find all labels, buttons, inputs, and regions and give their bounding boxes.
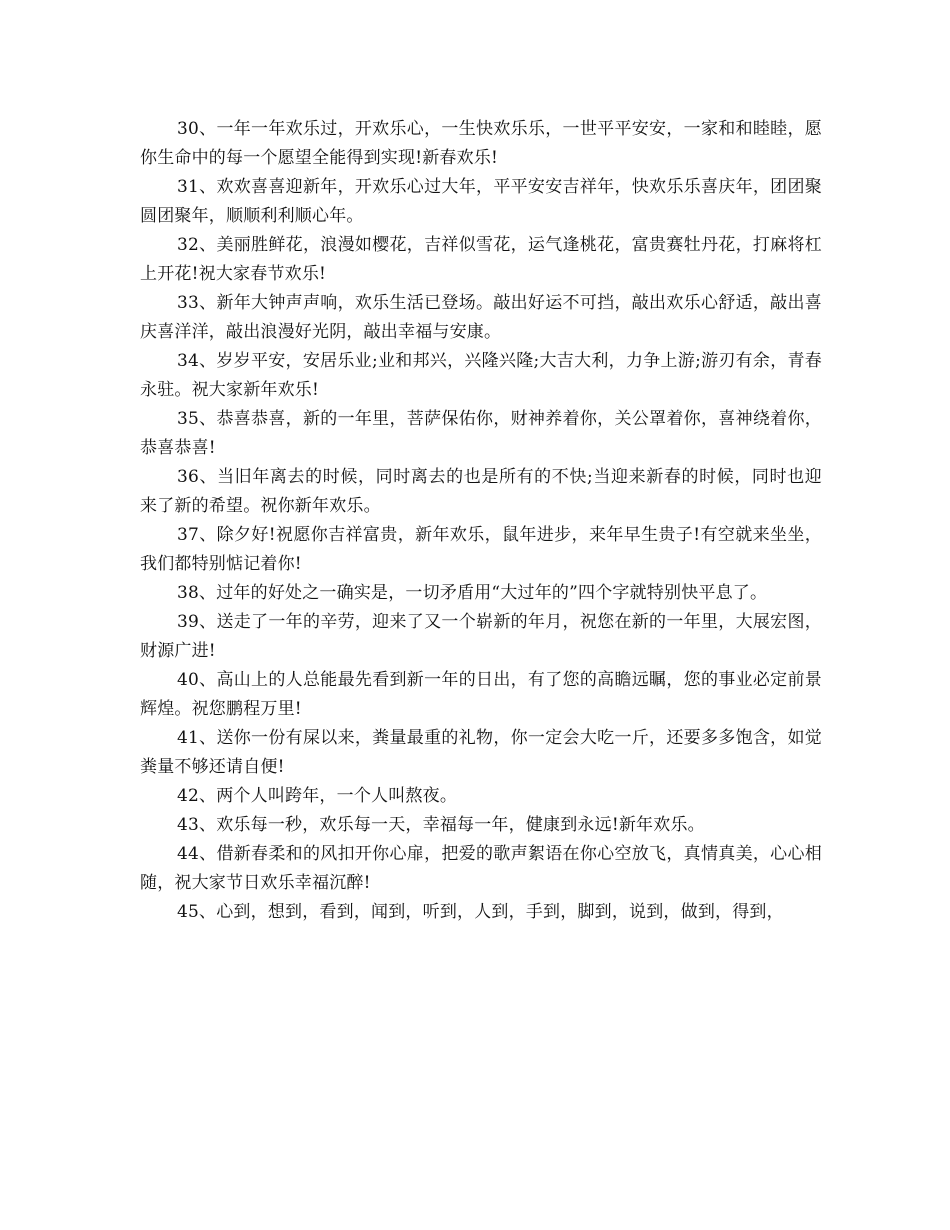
paragraph-30: 30、一年一年欢乐过，开欢乐心，一生快欢乐乐，一世平平安安，一家和和睦睦，愿你生命中的每一个愿望全能得到实现!新春欢乐! — [140, 119, 822, 168]
paragraph-35: 35、恭喜恭喜，新的一年里，菩萨保佑你，财神养着你，关公罩着你，喜神绕着你，恭喜恭喜! — [140, 409, 822, 458]
paragraph-41: 41、送你一份有屎以来，粪量最重的礼物，你一定会大吃一斤，还要多多饱含，如觉粪量不够还请自便! — [140, 728, 822, 777]
paragraph-37: 37、除夕好!祝愿你吉祥富贵，新年欢乐，鼠年进步，来年早生贵子!有空就来坐坐，我们都特别惦记着你! — [140, 525, 822, 574]
paragraph-31: 31、欢欢喜喜迎新年，开欢乐心过大年，平平安安吉祥年，快欢乐乐喜庆年，团团聚圆团聚年，顺顺利利顺心年。 — [140, 177, 822, 226]
paragraph-34: 34、岁岁平安，安居乐业;业和邦兴，兴隆兴隆;大吉大利，力争上游;游刃有余，青春永驻。祝大家新年欢乐! — [140, 351, 822, 400]
paragraph-39: 39、送走了一年的辛劳，迎来了又一个崭新的年月，祝您在新的一年里，大展宏图，财源广进! — [140, 612, 822, 661]
paragraph-42: 42、两个人叫跨年，一个人叫熬夜。 — [177, 786, 458, 806]
paragraph-33: 33、新年大钟声声响，欢乐生活已登场。敲出好运不可挡，敲出欢乐心舒适，敲出喜庆喜洋洋，敲出浪漫好光阴，敲出幸福与安康。 — [140, 293, 822, 342]
paragraph-32: 32、美丽胜鲜花，浪漫如樱花，吉祥似雪花，运气逢桃花，富贵赛牡丹花，打麻将杠上开花!祝大家春节欢乐! — [140, 235, 822, 284]
paragraph-40: 40、高山上的人总能最先看到新一年的日出，有了您的高瞻远瞩，您的事业必定前景辉煌。祝您鹏程万里! — [140, 670, 822, 719]
paragraph-36: 36、当旧年离去的时候，同时离去的也是所有的不快;当迎来新春的时候，同时也迎来了新的希望。祝你新年欢乐。 — [140, 467, 822, 516]
document-body — [140, 115, 822, 927]
paragraph-44: 44、借新春柔和的风扣开你心扉，把爱的歌声絮语在你心空放飞，真情真美，心心相随，祝大家节日欢乐幸福沉醉! — [140, 844, 822, 893]
paragraph-45: 45、心到，想到，看到，闻到，听到，人到，手到，脚到，说到，做到，得到， — [177, 902, 784, 922]
paragraph-38: 38、过年的好处之一确实是，一切矛盾用“大过年的”四个字就特别快平息了。 — [177, 583, 768, 603]
paragraph-43: 43、欢乐每一秒，欢乐每一天，幸福每一年，健康到永远!新年欢乐。 — [177, 815, 705, 835]
